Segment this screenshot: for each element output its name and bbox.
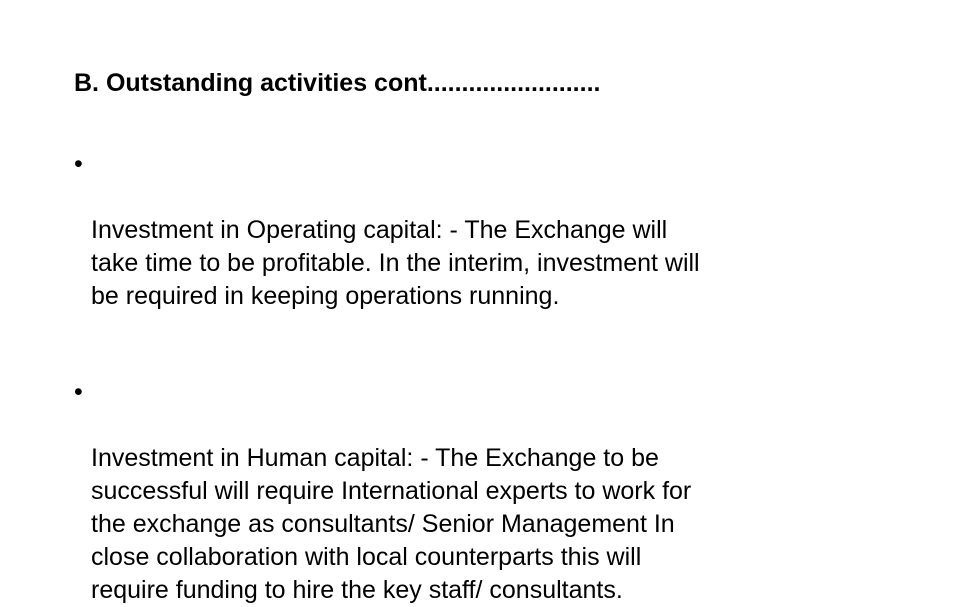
bullet-item-operating-capital (72, 148, 872, 313)
bullet-icon: • (74, 150, 83, 178)
bullet-icon: • (74, 378, 83, 406)
bullet-item-human-capital (72, 376, 872, 607)
bullet-text: Investment in Operating capital: - The Exchange will take time to be profitable. In the interim, investment will be required in keeping operations running. (91, 216, 700, 310)
slide-title: B. Outstanding activities cont......................... (74, 69, 601, 97)
bullet-text: Investment in Human capital: - The Exchange to be successful will require International experts to work for the exchange as consultants/ Senior Management In close collaboration with local counterparts this will require funding to hire the key staff/ consultants. (91, 444, 692, 604)
bullet-list (72, 148, 872, 607)
